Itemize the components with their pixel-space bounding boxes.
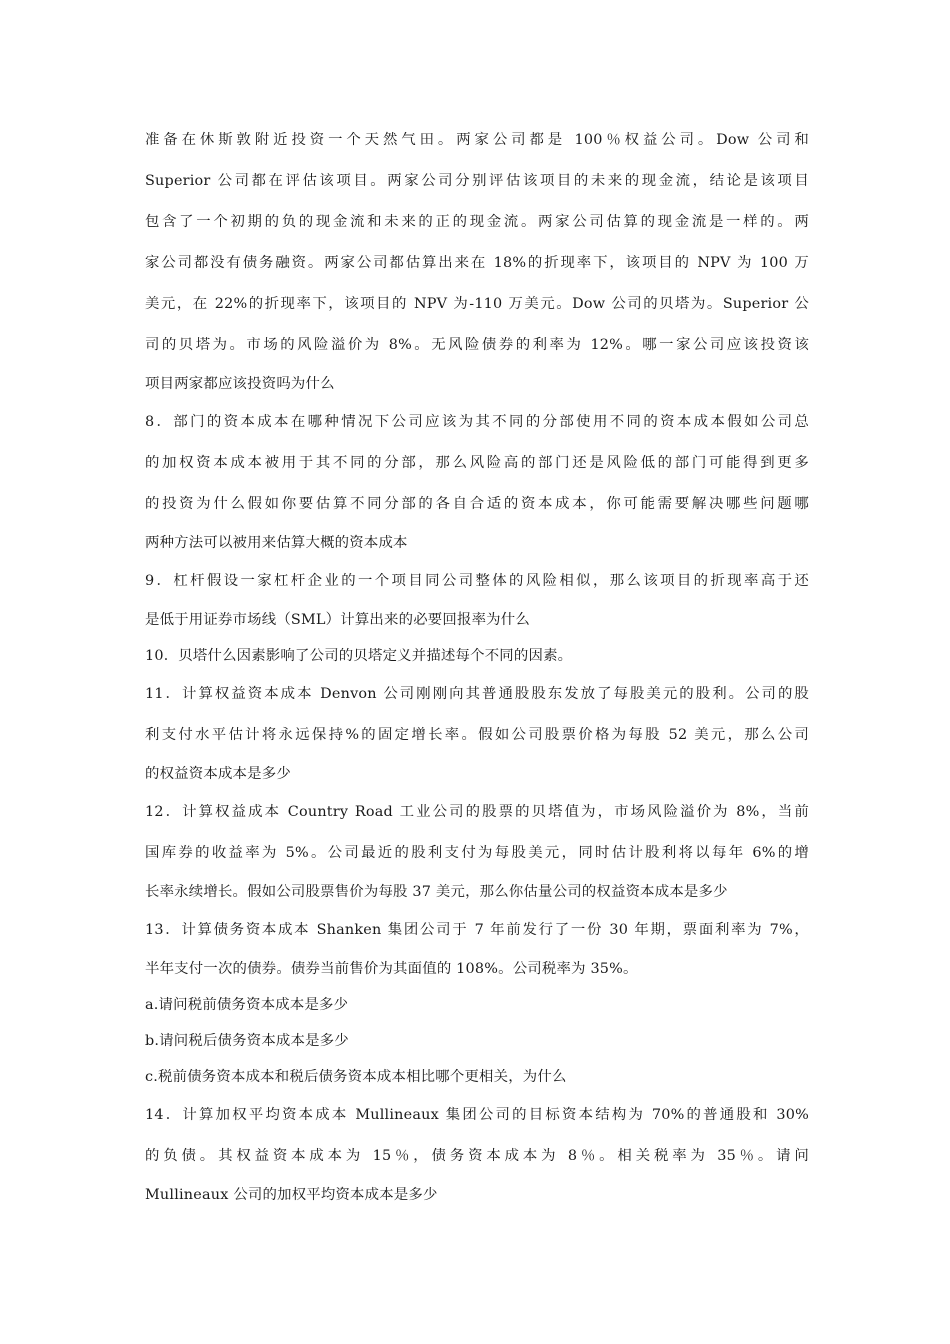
text-line: 的负债。其权益资本成本为 15％，债务资本成本为 8％。相关税率为 35％。请问	[145, 1148, 809, 1164]
text-line: 12．计算权益成本 Country Road 工业公司的股票的贝塔值为，市场风险溢价为 8%，当前	[145, 804, 809, 820]
text-line: 10．贝塔什么因素影响了公司的贝塔定义并描述每个不同的因素。	[145, 648, 573, 664]
text-line: 项目两家都应该投资吗为什么	[145, 376, 335, 392]
text-line: 9．杠杆假设一家杠杆企业的一个项目同公司整体的风险相似，那么该项目的折现率高于还	[145, 573, 809, 589]
text-line: 美元，在 22%的折现率下，该项目的 NPV 为-110 万美元。Dow 公司的贝塔为。Superior 公	[145, 296, 809, 312]
text-line: 利支付水平估计将永远保持%的固定增长率。假如公司股票价格为每股 52 美元，那么公司	[145, 727, 809, 743]
text-line: Mullineaux 公司的加权平均资本成本是多少	[145, 1187, 438, 1203]
text-line: 司的贝塔为。市场的风险溢价为 8%。无风险债券的利率为 12%。哪一家公司应该投资该	[145, 337, 809, 353]
text-line: 长率永续增长。假如公司股票售价为每股 37 美元，那么你估量公司的权益资本成本是多少	[145, 884, 728, 900]
question-13	[145, 910, 809, 987]
text-line: 13．计算债务资本成本 Shanken 集团公司于 7 年前发行了一份 30 年期，票面利率为 7%，	[145, 922, 809, 938]
question-10	[145, 638, 809, 674]
question-13c	[145, 1059, 809, 1095]
question-13b	[145, 1023, 809, 1059]
text-line: 半年支付一次的债券。债券当前售价为其面值的 108%。公司税率为 35%。	[145, 961, 638, 977]
text-line: b.请问税后债务资本成本是多少	[145, 1033, 349, 1049]
text-line: 包含了一个初期的负的现金流和未来的正的现金流。两家公司估算的现金流是一样的。两	[145, 214, 809, 230]
text-line: 11．计算权益资本成本 Denvon 公司刚刚向其普通股股东发放了每股美元的股利。公司的股	[145, 686, 809, 702]
question-13a	[145, 987, 809, 1023]
text-line: 家公司都没有债务融资。两家公司都估算出来在 18%的折现率下，该项目的 NPV 为 100 万	[145, 255, 809, 271]
text-line: 是低于用证券市场线（SML）计算出来的必要回报率为什么	[145, 612, 530, 628]
text-line: 准备在休斯敦附近投资一个天然气田。两家公司都是 100％权益公司。Dow 公司和	[145, 132, 809, 148]
text-line: 两种方法可以被用来估算大概的资本成本	[145, 535, 408, 551]
question-9	[145, 561, 809, 638]
text-line: 的投资为什么假如你要估算不同分部的各自合适的资本成本，你可能需要解决哪些问题哪	[145, 496, 809, 512]
text-line: 国库券的收益率为 5%。公司最近的股利支付为每股美元，同时估计股利将以每年 6%的增	[145, 845, 809, 861]
text-line: 14．计算加权平均资本成本 Mullineaux 集团公司的目标资本结构为 70%的普通股和 30%	[145, 1107, 809, 1123]
text-line: a.请问税前债务资本成本是多少	[145, 997, 349, 1013]
text-line: 的权益资本成本是多少	[145, 766, 291, 782]
text-line: 8．部门的资本成本在哪种情况下公司应该为其不同的分部使用不同的资本成本假如公司总	[145, 414, 809, 430]
text-line: c.税前债务资本成本和税后债务资本成本相比哪个更相关，为什么	[145, 1069, 567, 1085]
paragraph-project-evaluation	[145, 120, 809, 402]
text-line: Superior 公司都在评估该项目。两家公司分别评估该项目的未来的现金流，结论是该项目	[145, 173, 809, 189]
question-12	[145, 792, 809, 910]
question-14	[145, 1095, 809, 1213]
question-11	[145, 674, 809, 792]
text-line: 的加权资本成本被用于其不同的分部，那么风险高的部门还是风险低的部门可能得到更多	[145, 455, 809, 471]
document-body	[145, 120, 809, 1213]
question-8	[145, 402, 809, 561]
